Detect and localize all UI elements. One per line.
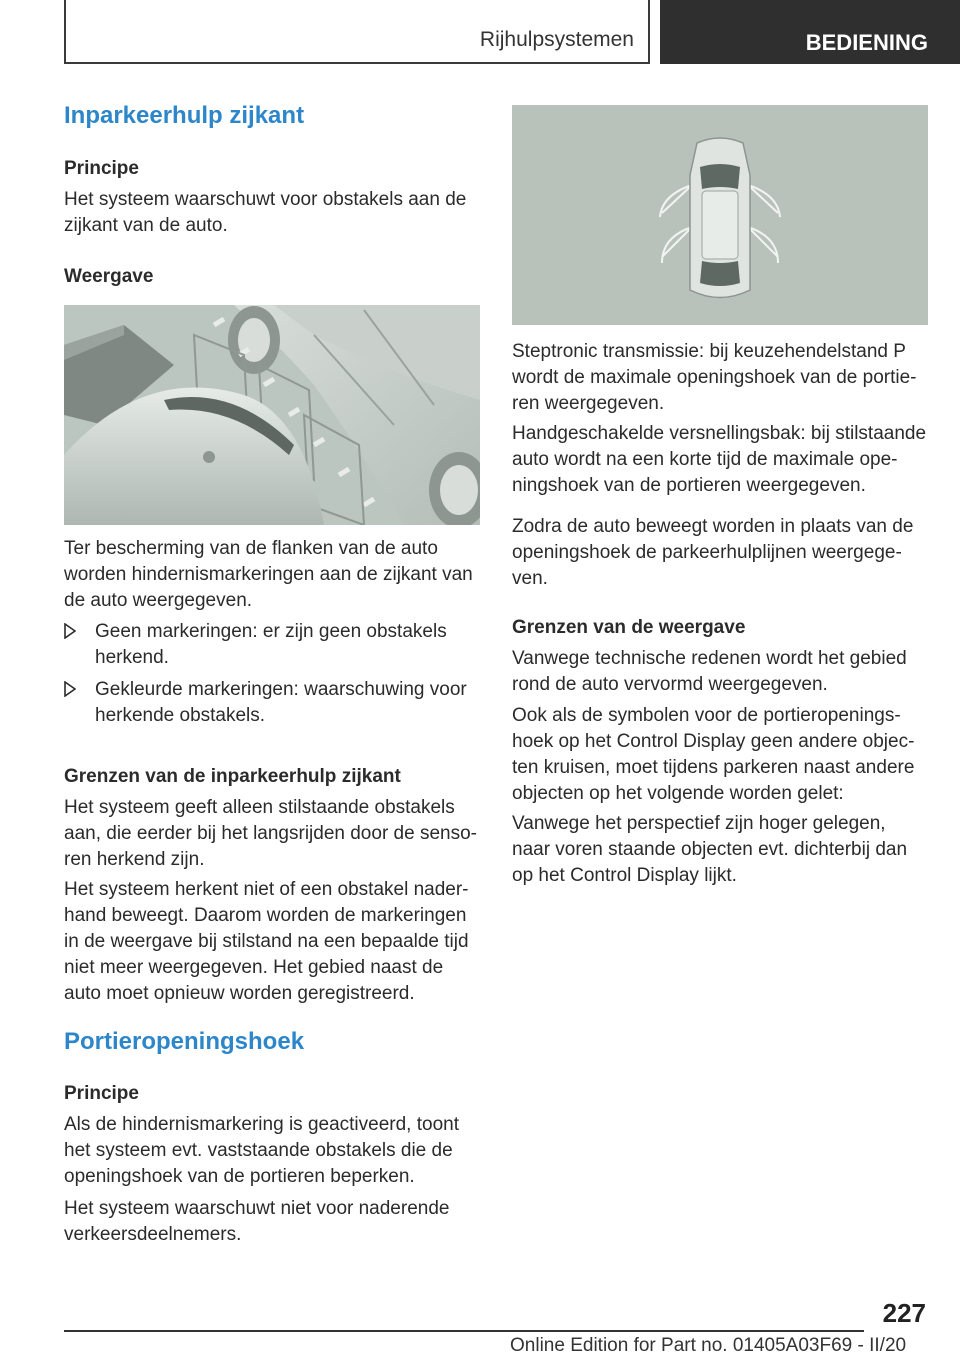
manual-gearbox-text: Handgeschakelde versnellingsbak: bij stilstaande auto wordt na een korte tijd de maximale ope- ningshoek van de portieren weergegeven. xyxy=(512,423,927,496)
limits-display-text-3: Vanwege het perspectief zijn hoger gelegen, naar voren staande objecten evt. dichterbij dan op het Control Display lijkt. xyxy=(512,813,908,886)
section-title-inparkeerhulp: Inparkeerhulp zijkant xyxy=(64,102,305,129)
triangle-bullet-icon xyxy=(64,623,76,639)
heading-limits-side: Grenzen van de inparkeerhulp zijkant xyxy=(64,766,401,787)
display-description-text: Ter bescherming van de flanken van de auto worden hindernismarkeringen aan de zijkant van de auto weergegeven. xyxy=(64,538,473,611)
heading-weergave: Weergave xyxy=(64,266,154,287)
limits-side-text-2: Het systeem herkent niet of een obstakel nader- hand beweegt. Daarom worden de markeringen in de weergave bij stilstand na een bepaalde tijd niet meer weergegeven. Het gebied naast de auto moet opnieuw worden geregistreerd. xyxy=(64,879,469,1004)
steptronic-text: Steptronic transmissie: bij keuzehendelstand P wordt de maximale openingshoek van de portie- ren weergegeven. xyxy=(512,341,917,414)
principe-2-text-2: Het systeem waarschuwt niet voor naderende verkeersdeelnemers. xyxy=(64,1198,450,1245)
page-number: 227 xyxy=(882,1298,926,1328)
header-chapter-tab: BEDIENING xyxy=(660,0,960,64)
section-title-portieropeningshoek: Portieropeningshoek xyxy=(64,1028,305,1055)
footer-rule xyxy=(64,1330,864,1332)
heading-limits-display: Grenzen van de weergave xyxy=(512,617,746,638)
heading-principe-1: Principe xyxy=(64,158,139,179)
limits-display-text-1: Vanwege technische redenen wordt het gebied rond de auto vervormd weergegeven. xyxy=(512,648,907,695)
door-opening-angle-image xyxy=(512,105,928,325)
principe-1-text: Het systeem waarschuwt voor obstakels aan de zijkant van de auto. xyxy=(64,189,467,236)
footer-edition-text: Online Edition for Part no. 01405A03F69 - II/20 xyxy=(510,1335,907,1356)
triangle-bullet-icon xyxy=(64,681,76,697)
limits-side-text-1: Het systeem geeft alleen stilstaande obstakels aan, die eerder bij het langsrijden door de senso- ren herkend zijn. xyxy=(64,797,477,870)
door-opening-illustration xyxy=(512,105,928,325)
limits-display-text-2: Ook als de symbolen voor de portieropenings- hoek op het Control Display geen andere objec- ten kruisen, moet tijdens parkeren naast andere objecten op het volgende worden gelet: xyxy=(512,705,915,804)
principe-2-text-1: Als de hindernismarkering is geactiveerd, toont het systeem evt. vaststaande obstakels die de openingshoek van de portieren beperken. xyxy=(64,1114,459,1187)
header-section-box xyxy=(64,0,650,64)
header-section-title: Rijhulpsystemen xyxy=(479,28,634,51)
heading-principe-2: Principe xyxy=(64,1083,139,1104)
side-parking-illustration xyxy=(64,305,480,525)
moving-car-text: Zodra de auto beweegt worden in plaats van de openingshoek de parkeerhulplijnen weergege- ven. xyxy=(512,516,914,589)
side-parking-display-image xyxy=(64,305,480,525)
